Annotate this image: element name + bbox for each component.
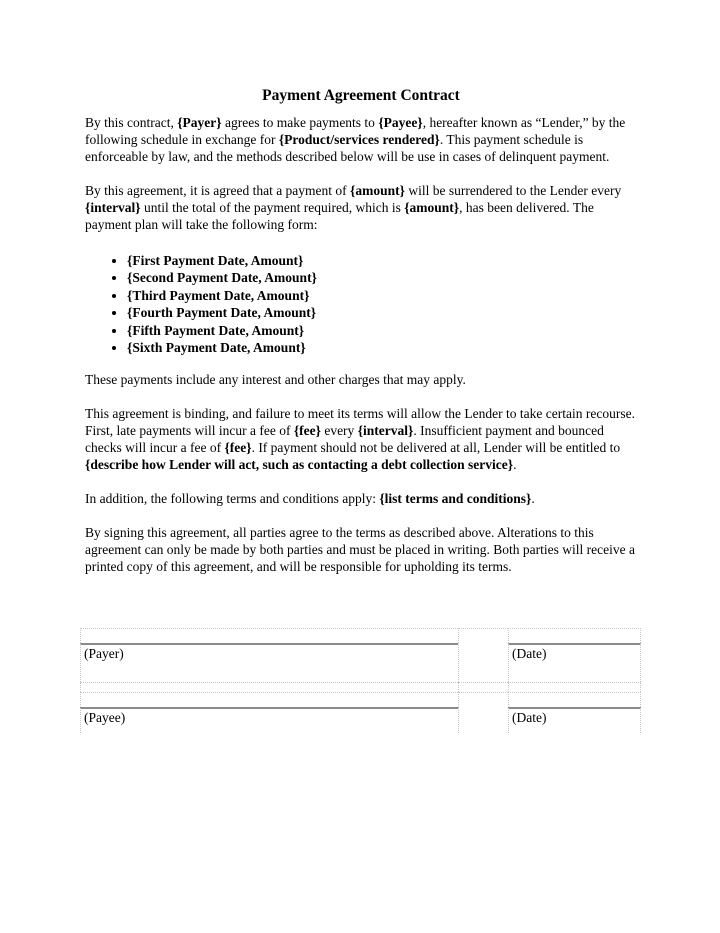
signature-cell	[508, 692, 641, 707]
template-placeholder: {Product/services rendered}	[278, 132, 440, 147]
template-placeholder: {amount}	[404, 200, 460, 215]
text-run: By this agreement, it is agreed that a payment of	[85, 183, 351, 198]
template-placeholder: {fee}	[293, 423, 321, 439]
payer-date-line	[508, 643, 641, 682]
document-title: Payment Agreement Contract	[262, 87, 460, 104]
document-body	[85, 114, 637, 575]
text-run: These payments include any interest and other charges that may apply.	[85, 372, 466, 388]
payee-signature-line	[80, 707, 458, 733]
signature-cell	[458, 692, 508, 707]
paragraph	[85, 114, 637, 165]
template-placeholder: {list terms and conditions}	[379, 491, 532, 507]
text-run: , hereafter known as “Lender,” by the following schedule in exchange for	[85, 115, 626, 147]
text-run: agrees to make payments to	[221, 115, 379, 130]
payment-schedule-item: • {Third Payment Date, Amount}	[127, 287, 637, 304]
template-placeholder: {amount}	[350, 183, 405, 198]
text-run: .	[513, 457, 517, 473]
paragraph	[85, 182, 637, 233]
text-run: By this contract,	[85, 115, 178, 130]
signature-cell	[458, 643, 508, 682]
signature-cell	[508, 682, 641, 692]
template-placeholder: {interval}	[85, 200, 141, 215]
payment-schedule-list	[85, 252, 637, 356]
template-placeholder: {Payer}	[177, 115, 222, 130]
text-run: . This payment schedule is enforceable by law, and the methods described below will be use in cases of delinquent payment.	[85, 132, 610, 164]
template-placeholder: {describe how Lender will act, such as contacting a debt collection service}	[85, 457, 514, 473]
text-run: , has been delivered. The payment plan will take the following form:	[85, 200, 594, 232]
payee-date-label: (Date)	[512, 710, 547, 726]
signature-cell	[80, 692, 458, 707]
text-run: will be surrendered to the Lender every	[404, 183, 622, 198]
signature-cell	[458, 628, 508, 643]
text-run: every	[320, 423, 358, 439]
paragraph	[85, 524, 637, 575]
payment-schedule-item: • {Fourth Payment Date, Amount}	[127, 304, 637, 321]
signature-cell	[508, 628, 641, 643]
payer-signature-line	[80, 643, 458, 682]
template-placeholder: {interval}	[357, 423, 414, 439]
signature-cell	[80, 628, 458, 643]
payee-label: (Payee)	[84, 710, 126, 726]
text-run: . Insufficient payment and bounced checks will incur a fee of	[85, 423, 604, 456]
payment-schedule-item: • {Sixth Payment Date, Amount}	[127, 339, 637, 356]
paragraph	[85, 405, 637, 473]
signature-block	[80, 628, 641, 733]
payment-schedule-item: • {Fifth Payment Date, Amount}	[127, 322, 637, 339]
paragraph	[85, 371, 637, 388]
text-run: . If payment should not be delivered at all, Lender will be entitled to	[251, 440, 621, 456]
payer-date-label: (Date)	[512, 646, 547, 662]
payee-date-line	[508, 707, 641, 733]
text-run: until the total of the payment required, which is	[140, 200, 405, 215]
signature-cell	[458, 682, 508, 692]
payment-schedule-item: • {Second Payment Date, Amount}	[127, 269, 637, 286]
text-run: By signing this agreement, all parties agree to the terms as described above. Alterations to this agreement can only be made by both parties and must be placed in writing. Both parties will receive a printed copy of this agreement, and will be responsible for upholding its terms.	[85, 525, 635, 575]
text-run: In addition, the following terms and conditions apply:	[85, 491, 380, 507]
paragraph	[85, 490, 637, 507]
payer-label: (Payer)	[84, 646, 124, 662]
template-placeholder: {Payee}	[378, 115, 423, 130]
payment-schedule-item: • {First Payment Date, Amount}	[127, 252, 637, 269]
template-placeholder: {fee}	[224, 440, 252, 456]
signature-cell	[458, 707, 508, 733]
text-run: This agreement is binding, and failure to meet its terms will allow the Lender to take certain recourse. First, late payments will incur a fee of	[85, 406, 635, 439]
signature-cell	[80, 682, 458, 692]
text-run: .	[531, 491, 535, 507]
